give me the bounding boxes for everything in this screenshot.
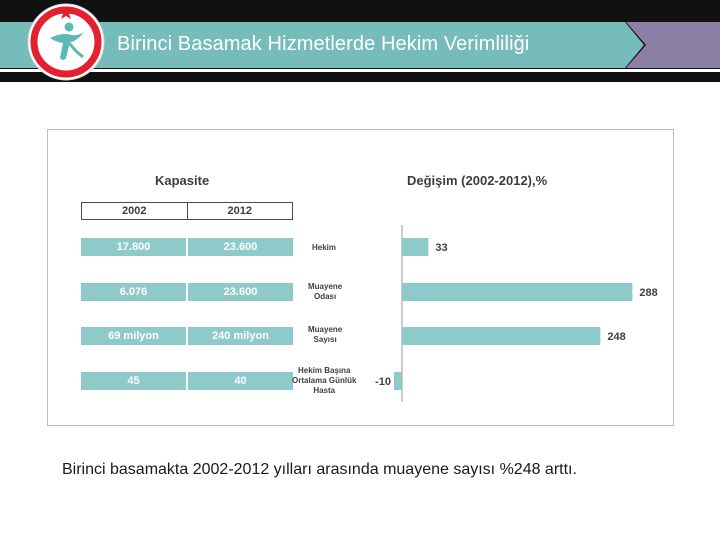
year-header-2002: 2002	[122, 205, 147, 217]
year-header-2012: 2012	[187, 203, 293, 219]
chart-data-label: -10	[375, 376, 391, 388]
table-cell-2002: 17.800	[81, 238, 186, 256]
table-cell-2012: 40	[188, 372, 293, 390]
chart-data-label: 288	[639, 287, 658, 299]
chart-bar	[402, 327, 600, 345]
figure-frame	[47, 129, 674, 426]
row-label-line: Hasta	[313, 386, 336, 395]
chart-data-label: 33	[435, 242, 448, 254]
chart-bar	[402, 283, 632, 301]
table-cell-2012: 23.600	[188, 238, 293, 256]
chart-title: Değişim (2002-2012),%	[407, 173, 548, 188]
chart-bar	[402, 238, 428, 256]
chart-bar	[394, 372, 402, 390]
table-cell-2002: 6.076	[81, 283, 186, 301]
table-cell-2002: 69 milyon	[81, 327, 186, 345]
row-label-line: Muayene	[308, 325, 343, 334]
chart-data-label: 248	[607, 331, 626, 343]
capacity-title: Kapasite	[155, 173, 210, 188]
row-label-line: Ortalama Günlük	[292, 376, 357, 385]
ministry-of-health-emblem-icon	[26, 2, 106, 82]
row-label-line: Sayısı	[313, 335, 337, 344]
row-label-line: Hekim	[312, 243, 337, 252]
table-cell-2012: 23.600	[188, 283, 293, 301]
row-label-line: Odası	[314, 292, 337, 301]
change-bar-chart	[48, 130, 673, 425]
table-cell-2002: 45	[81, 372, 186, 390]
slide-caption: Birinci basamakta 2002-2012 yılları arasında muayene sayısı %248 arttı.	[62, 461, 577, 478]
row-label-line: Muayene	[308, 282, 343, 291]
table-cell-2012: 240 milyon	[188, 327, 293, 345]
banner-divider	[0, 69, 720, 72]
row-label-line: Hekim Başına	[298, 366, 351, 375]
slide-title: Birinci Basamak Hizmetlerde Hekim Verimliliği	[117, 33, 530, 55]
header-banner	[0, 0, 720, 82]
